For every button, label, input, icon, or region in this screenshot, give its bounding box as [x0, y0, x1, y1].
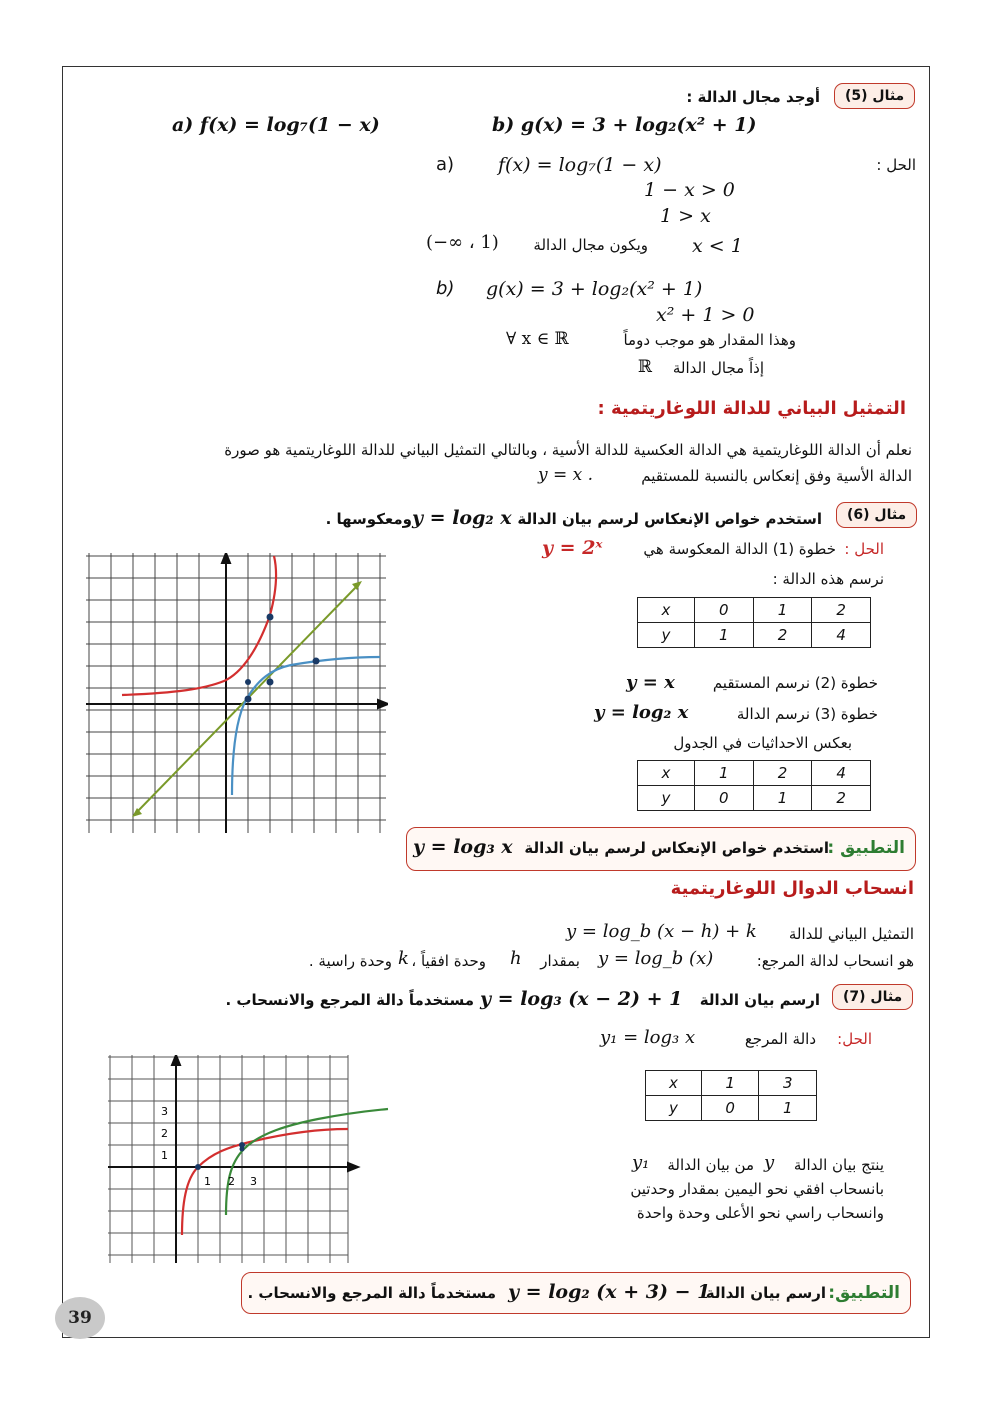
- table-cell: x: [638, 598, 695, 623]
- application-1-label: التطبيق :: [827, 838, 905, 858]
- example-6-step3-eq: y = log₂ x: [594, 702, 689, 723]
- example-6-table2: [637, 760, 871, 811]
- table-cell: 1: [694, 761, 753, 786]
- table-cell: 1: [759, 1096, 817, 1121]
- example-6-step2-eq: y = x: [626, 672, 675, 693]
- y-tick-label: 3: [161, 1105, 168, 1118]
- part-a-domain-text: ويكون مجال الدالة: [533, 236, 648, 254]
- part-b-line1: g(x) = 3 + log₂(x² + 1): [486, 278, 703, 300]
- y-tick-label: 2: [161, 1127, 168, 1140]
- example-7-result-from: من بيان الدالة: [667, 1156, 754, 1174]
- example-6-badge: مثال (6): [836, 502, 917, 528]
- example-6-graph: [86, 553, 388, 835]
- part-b-forall: ∀ x ∈ ℝ: [506, 329, 569, 349]
- table-cell: y: [646, 1096, 702, 1121]
- table-cell: 2: [753, 761, 812, 786]
- part-b-domain: ℝ: [638, 357, 653, 377]
- application-2-eq: y = log₂ (x + 3) − 1: [508, 1281, 711, 1303]
- table-cell: 1: [701, 1071, 759, 1096]
- example-7-table: [645, 1070, 817, 1121]
- section-translation-h: h: [510, 948, 522, 969]
- section-translation-line2-b: بمقدار: [540, 952, 580, 970]
- table-cell: 0: [694, 786, 753, 811]
- example-7-reference-text: دالة المرجع: [744, 1030, 816, 1048]
- example-7-result-y: y: [764, 1152, 775, 1173]
- example-6-table1: [637, 597, 871, 648]
- part-a-line4: x < 1: [692, 235, 743, 257]
- application-2-text: ارسم بيان الدالة: [705, 1284, 826, 1302]
- application-1-eq: y = log₃ x: [413, 836, 513, 858]
- table-row: [638, 761, 871, 786]
- example-6-instruction: استخدم خواص الإنعكاس لرسم بيان الدالة: [517, 510, 822, 528]
- x-tick-label: 1: [204, 1175, 211, 1188]
- table-row: [638, 623, 871, 648]
- section-translation-k: k: [398, 948, 409, 969]
- table-cell: 0: [694, 598, 753, 623]
- example-7-instruction-end: مستخدماً دالة المرجع والانسحاب .: [225, 991, 474, 1009]
- part-a-line3: 1 > x: [660, 205, 711, 227]
- example-7-solution-label: الحل:: [837, 1030, 872, 1048]
- application-2-text-end: مستخدماً دالة المرجع والانسحاب .: [247, 1284, 496, 1302]
- example-6-step1-eq: y = 2ˣ: [542, 537, 603, 559]
- application-1-text: استخدم خواص الإنعكاس لرسم بيان الدالة: [524, 839, 829, 857]
- part-b-positive-text: وهذا المقدار هو موجب دوماً: [623, 331, 796, 349]
- part-a-line1: f(x) = log₇(1 − x): [498, 154, 662, 176]
- example-7-eq: y = log₃ (x − 2) + 1: [480, 988, 683, 1010]
- part-a-label: a): [436, 154, 455, 175]
- table-cell: 4: [812, 761, 871, 786]
- section-translation-title: انسحاب الدوال اللوغاريتمية: [670, 878, 914, 899]
- example-5-eq-a: a) f(x) = log₇(1 − x): [172, 114, 380, 136]
- x-tick-label: 3: [250, 1175, 257, 1188]
- example-5-eq-b: b) g(x) = 3 + log₂(x² + 1): [492, 114, 757, 136]
- table-cell: 0: [701, 1096, 759, 1121]
- part-b-label: b): [436, 278, 455, 299]
- application-1-box: [406, 827, 916, 871]
- table-cell: 2: [812, 786, 871, 811]
- example-6-solution-label: الحل :: [844, 540, 884, 558]
- table-cell: y: [638, 623, 695, 648]
- section-translation-line2-a: هو انسحاب لدالة المرجع:: [756, 952, 914, 970]
- x-tick-label: 2: [228, 1175, 235, 1188]
- part-b-domain-text: إذاً مجال الدالة: [672, 359, 764, 377]
- example-7-graph: [108, 1055, 390, 1265]
- section-graph-para-line1: نعلم أن الدالة اللوغاريتمية هي الدالة العكسية للدالة الأسية ، وبالتالي التمثيل البياني للدالة اللوغاريتمية هو صورة: [224, 441, 912, 459]
- section-translation-line2-d: وحدة راسية .: [308, 952, 392, 970]
- application-2-label: التطبيق:: [828, 1283, 900, 1303]
- example-5-badge: مثال (5): [834, 83, 915, 109]
- application-2-box: [241, 1272, 911, 1314]
- example-7-result-line3: وانسحاب راسي نحو الأعلى وحدة واحدة: [636, 1204, 884, 1222]
- table-cell: 4: [812, 623, 871, 648]
- table-cell: x: [638, 761, 695, 786]
- table-row: [638, 786, 871, 811]
- table-cell: y: [638, 786, 695, 811]
- section-graph-para-eq: y = x .: [538, 465, 594, 485]
- table-cell: 3: [759, 1071, 817, 1096]
- section-translation-line2-c: وحدة افقياً ،: [411, 952, 486, 970]
- example-5-instruction: أوجد مجال الدالة :: [686, 88, 820, 106]
- table-row: [646, 1096, 817, 1121]
- example-7-result-line1: ينتج بيان الدالة: [793, 1156, 884, 1174]
- part-a-line2: 1 − x > 0: [644, 179, 735, 201]
- section-graph-para-line2: الدالة الأسية وفق إنعكاس بالنسبة للمستقيم: [641, 467, 912, 485]
- section-translation-line1: التمثيل البياني للدالة: [788, 925, 914, 943]
- table-row: [638, 598, 871, 623]
- page-number: 39: [55, 1297, 105, 1339]
- example-7-badge: مثال (7): [832, 984, 913, 1010]
- part-a-domain: (−∞ ، 1): [426, 232, 499, 253]
- example-6-step2: خطوة (2) نرسم المستقيم: [712, 674, 878, 692]
- table-cell: 2: [812, 598, 871, 623]
- y-tick-label: 1: [161, 1149, 168, 1162]
- example-6-instruction-end: ومعكوسها .: [325, 510, 412, 528]
- example-6-reverse-text: بعكس الاحداثيات في الجدول: [673, 734, 852, 752]
- table-cell: 1: [753, 598, 812, 623]
- example-7-result-y1: y₁: [632, 1152, 650, 1173]
- part-b-line2: x² + 1 > 0: [656, 304, 755, 326]
- table-row: [646, 1071, 817, 1096]
- example-5-solution-label: الحل :: [876, 156, 916, 174]
- example-7-instruction: ارسم بيان الدالة: [699, 991, 820, 1009]
- section-translation-line1-eq: y = log_b (x − h) + k: [566, 921, 757, 942]
- table-cell: 1: [753, 786, 812, 811]
- table-cell: 1: [694, 623, 753, 648]
- example-6-eq: y = log₂ x: [412, 507, 512, 529]
- example-6-draw-text: نرسم هذه الدالة :: [772, 570, 884, 588]
- example-7-reference-eq: y₁ = log₃ x: [600, 1027, 696, 1048]
- example-6-step1: خطوة (1) الدالة المعكوسة هي: [643, 540, 836, 558]
- example-7-result-line2: بانسحاب افقي نحو اليمين بمقدار وحدتين: [630, 1180, 884, 1198]
- section-graph-title: التمثيل البياني للدالة اللوغاريتمية :: [597, 398, 906, 419]
- example-6-step3: خطوة (3) نرسم الدالة: [736, 705, 878, 723]
- section-translation-line2-eq: y = log_b (x): [598, 948, 714, 969]
- table-cell: x: [646, 1071, 702, 1096]
- table-cell: 2: [753, 623, 812, 648]
